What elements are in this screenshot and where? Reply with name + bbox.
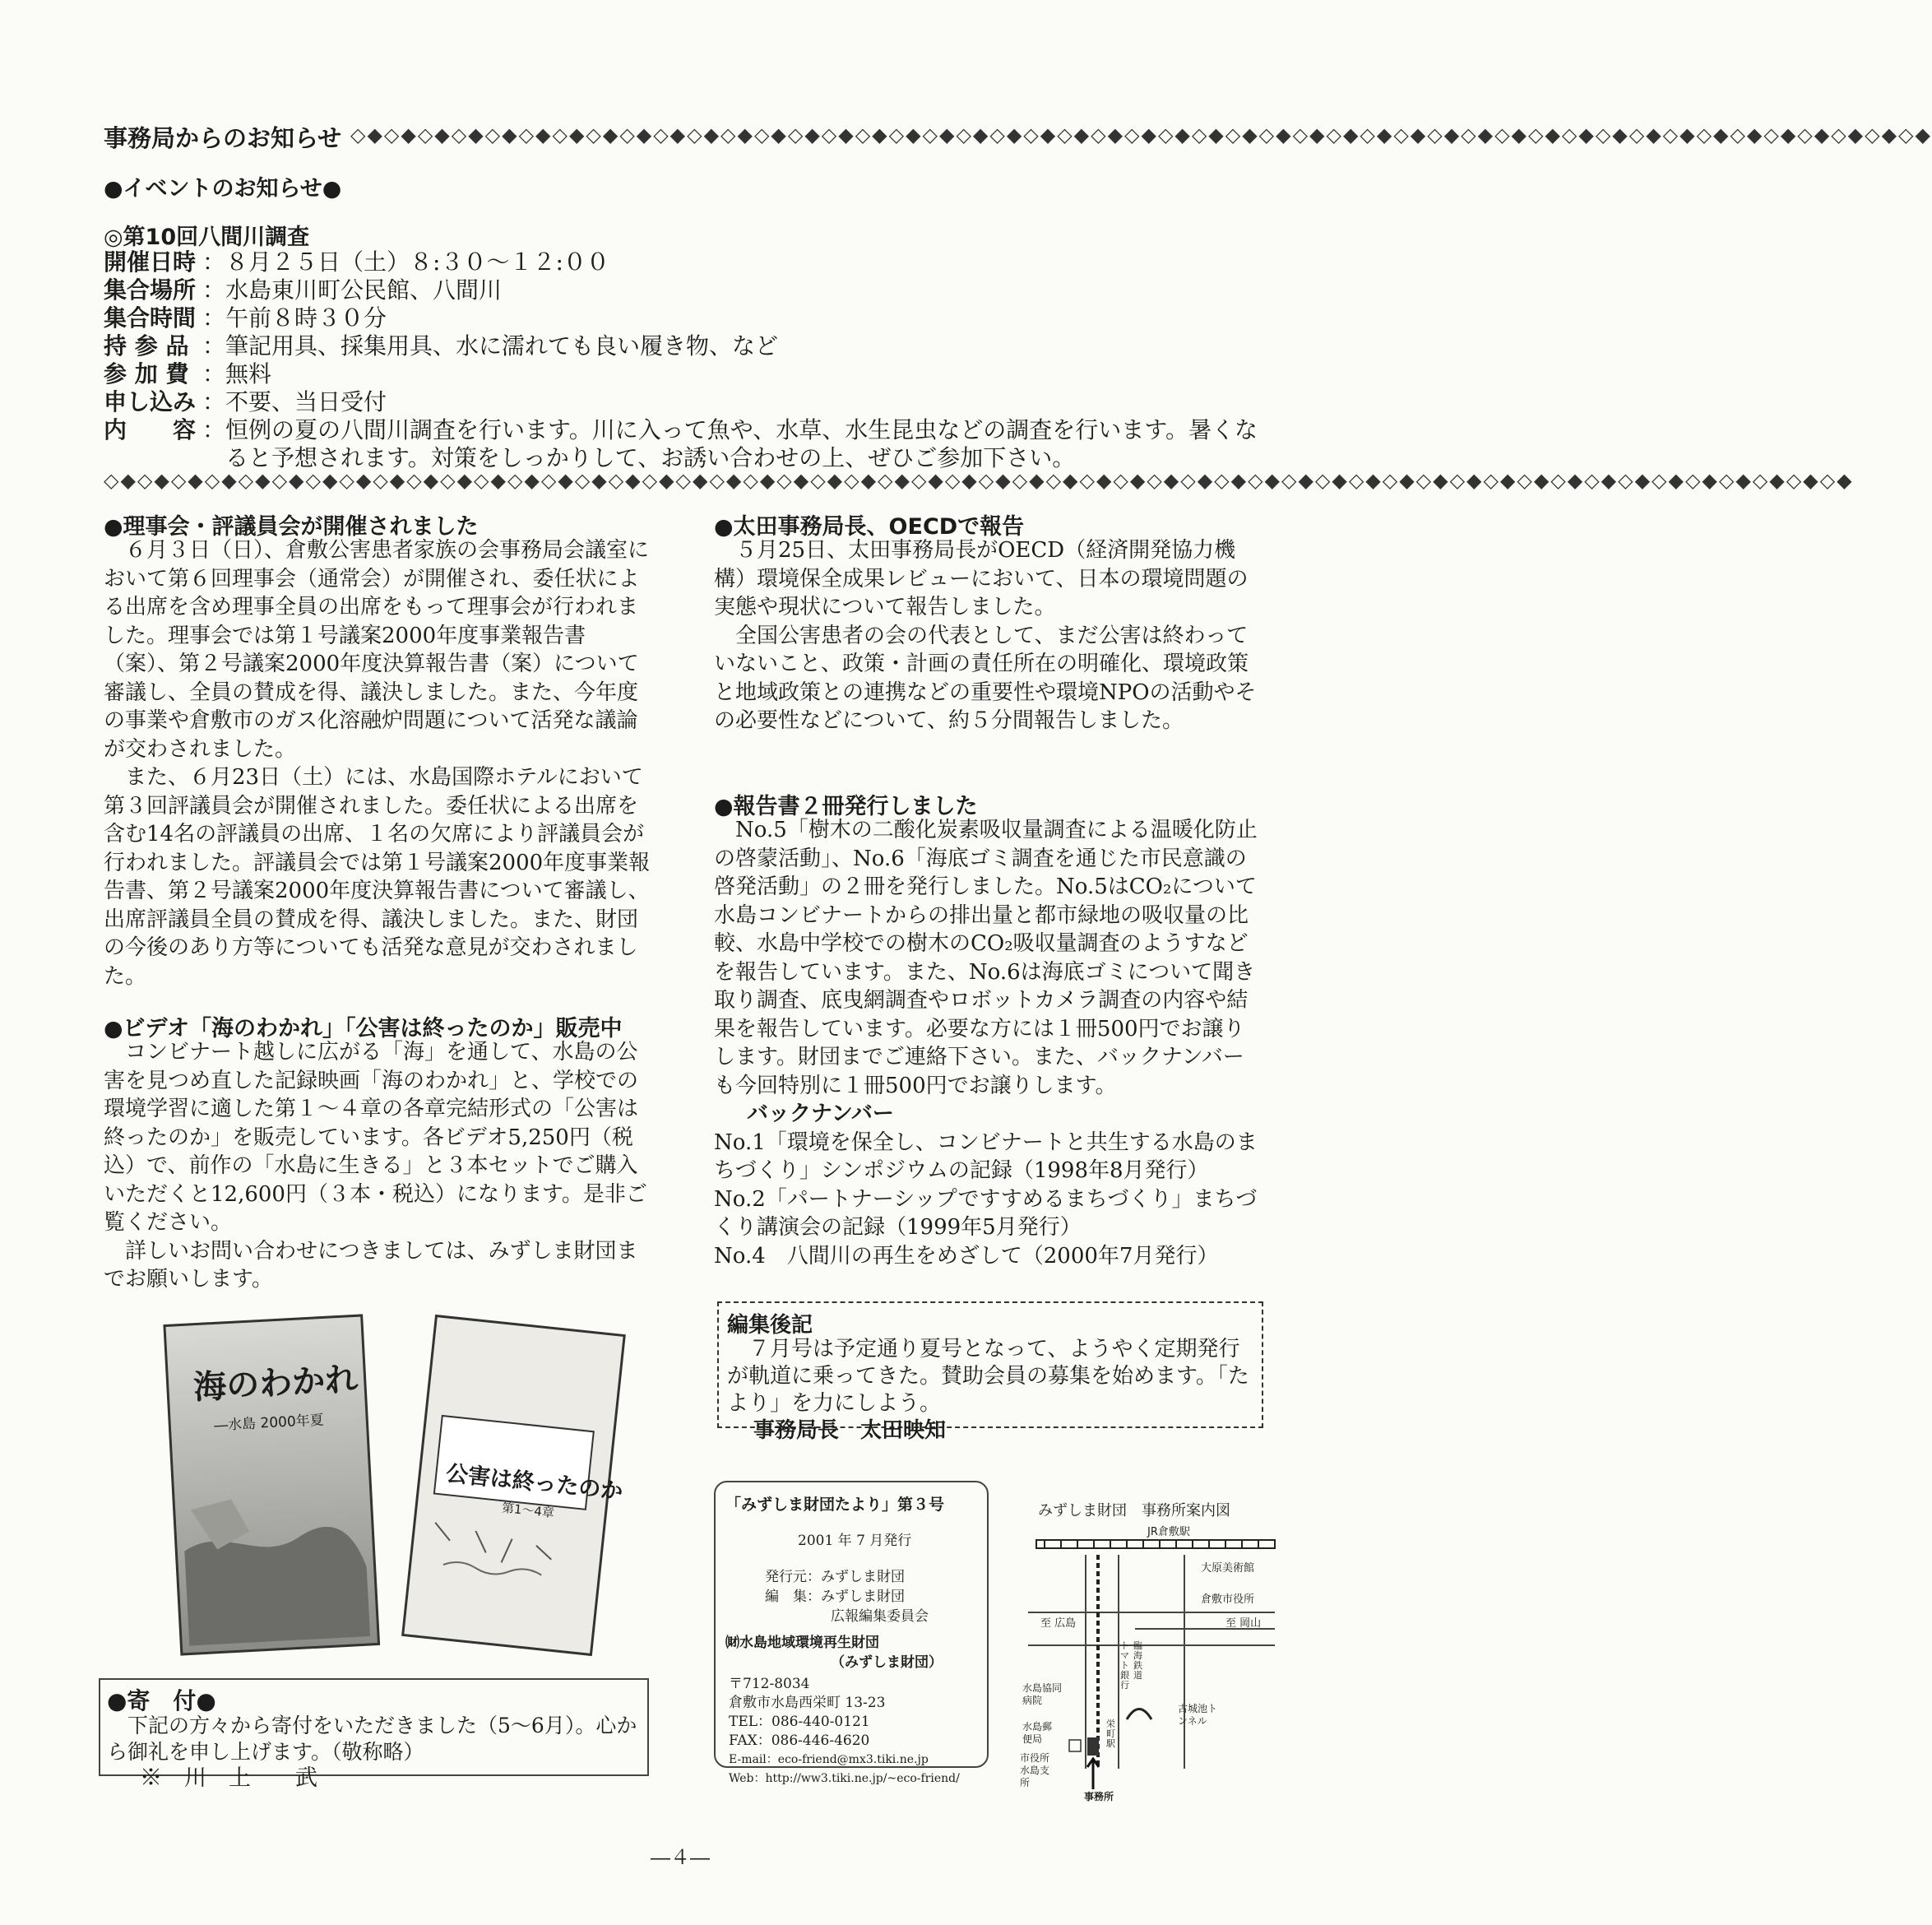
fax: FAX：086-446-4620 (729, 1732, 870, 1749)
email: E-mail：eco-friend@mx3.tiki.ne.jp (729, 1753, 929, 1766)
reports-body (714, 816, 1263, 1270)
header-diamond-rule: ◇◆◇◆◇◆◇◆◇◆◇◆◇◆◇◆◇◆◇◆◇◆◇◆◇◆◇◆◇◆◇◆◇◆◇◆◇◆◇◆◇◆◇◆◇◆◇◆◇◆◇◆◇◆◇◆◇◆◇◆◇◆◇◆◇◆◇◆◇◆◇◆◇◆◇◆◇◆◇◆◇◆◇◆◇◆◇◆◇◆◇◆◇◆ (350, 123, 1932, 146)
postal-code: 〒712-8034 (729, 1676, 810, 1692)
website: Web：http://ww3.tiki.ne.jp/~eco-friend/ (729, 1772, 960, 1785)
editor-note-title: 編集後記 (727, 1313, 813, 1338)
map-label-ohara: 大原美術館 (1201, 1562, 1255, 1575)
oecd-body (714, 536, 1263, 735)
colophon-title: 「みずしま財団たより」第３号 (725, 1496, 945, 1514)
map-label-okayama: 至 岡山 (1225, 1617, 1262, 1630)
board-meeting-title: ●理事会・評議員会が開催されました (104, 514, 479, 540)
cover1-title: 海のわかれ (192, 1360, 359, 1408)
colophon-publisher: 発行元：みずしま財団 (765, 1569, 905, 1585)
oecd-paragraph: 全国公害患者の会の代表として、まだ公害は終わっていないこと、政策・計画の責任所在の明確化、環境政策と地域政策との連携などの重要性や環境NPOの活動やその必要性などについて、約５分間報告しました。 (714, 623, 1257, 733)
colophon-organization: ㈶水島地域環境再生財団 (725, 1635, 879, 1651)
event-row-date: 開催日時 ： ８月２５日（土）８:３０〜１２:００ (104, 248, 609, 276)
donation-text: 下記の方々から寄付をいただきました（5〜6月）。心から御礼を申し上げます。（敬称略） (107, 1714, 637, 1764)
event-row-items: 持 参 品 ： 筆記用具、採集用具、水に濡れても良い履き物、など (104, 332, 779, 359)
editor-note-signature: 事務局長 太田映知 (753, 1418, 947, 1443)
donation-title: ●寄 付● (107, 1687, 216, 1714)
map-label-hiroshima: 至 広島 (1040, 1617, 1077, 1630)
donation-name: ※ 川 上 武 (140, 1765, 317, 1791)
colophon-editor: 編 集：みずしま財団 (765, 1589, 905, 1605)
backnumber-item: No.2「パートナーシップですすめるまちづくり」まちづくり講演会の記録（1999年5月発行） (714, 1186, 1258, 1240)
video-title: ●ビデオ「海のわかれ」「公害は終ったのか」販売中 (104, 1016, 623, 1041)
event-details (104, 248, 1272, 472)
backnumber-item: No.4 八間川の再生をめざして（2000年7月発行） (714, 1243, 1219, 1269)
page-number: ―４― (651, 1846, 710, 1869)
video-paragraph: コンビナート越しに広がる「海」を通して、水島の公害を見つめ直した記録映画「海のわかれ」と、学校での環境学習に適した第１〜４章の各章完結形式の「公害は終ったのか」を販売しています。各ビデオ5,250円（税込）で、前作の「水島に生きる」と３本セットでご購入いただくと12,600円（３本・税込）になります。是非ご覧ください。 (104, 1040, 647, 1235)
colophon-contact (729, 1675, 960, 1788)
map-label-post-office: 水島郵便局 (1022, 1721, 1053, 1745)
map-label-office: 事務所 (1084, 1791, 1114, 1802)
post-office-marker (1069, 1740, 1081, 1751)
backnumber-item: No.1「環境を保全し、コンビナートと共生する水島のまちづくり」シンポジウムの記録（1998年8月発行） (714, 1129, 1258, 1183)
backnumber-label: バックナンバー (747, 1102, 894, 1126)
event-row-time: 集合時間 ： 午前８時３０分 (104, 304, 387, 332)
event-section-title: ●イベントのお知らせ● (104, 176, 342, 202)
map-label-jr: JR倉敷駅 (1147, 1526, 1190, 1538)
event-row-place: 集合場所 ： 水島東川町公民館、八間川 (104, 276, 503, 304)
address: 倉敷市水島西栄町 13-23 (729, 1695, 886, 1711)
section-divider: ◇◆◇◆◇◆◇◆◇◆◇◆◇◆◇◆◇◆◇◆◇◆◇◆◇◆◇◆◇◆◇◆◇◆◇◆◇◆◇◆◇◆◇◆◇◆◇◆◇◆◇◆◇◆◇◆◇◆◇◆◇◆◇◆◇◆◇◆◇◆◇◆◇◆◇◆◇◆◇◆◇◆◇◆◇◆◇◆◇◆◇◆◇◆◇◆◇◆◇◆◇◆◇◆ (104, 469, 1854, 492)
video-body (104, 1038, 651, 1294)
tunnel-icon (1127, 1709, 1151, 1720)
jr-railway-line (1036, 1540, 1275, 1548)
map-label-tomato-bank: トマト銀行 (1120, 1640, 1129, 1691)
map-label-city-branch: 市役所水島支所 (1020, 1752, 1050, 1788)
colophon-editor-committee: 広報編集委員会 (831, 1608, 929, 1625)
cover2-subtitle: 第1〜4章 (501, 1500, 555, 1521)
colophon-organization-alias: （みずしま財団） (831, 1654, 943, 1671)
map-label-sakae-station: 栄町駅 (1106, 1719, 1115, 1749)
cover1-subtitle: ―水島 2000年夏 (213, 1412, 325, 1435)
oecd-paragraph: ５月25日、太田事務局長がOECD（経済開発協力機構）環境保全成果レビューにおいて、日本の環境問題の実態や現状について報告しました。 (714, 538, 1249, 619)
map-label-hospital: 水島協同病院 (1022, 1682, 1063, 1706)
event-row-content: 内 容 ： 恒例の夏の八間川調査を行います。川に入って魚や、水草、水生昆虫などの調査を行います。暑くなると予想されます。対策をしっかりして、お誘い合わせの上、ぜひご参加下さい。 (104, 416, 1258, 471)
editor-note-text: ７月号は予定通り夏号となって、ようやく定期発行が軌道に乗ってきた。賛助会員の募集を始めます。「たより」を力にしよう。 (727, 1337, 1249, 1416)
editor-note-body (727, 1336, 1253, 1445)
donation-body (107, 1713, 640, 1792)
office-marker (1087, 1737, 1099, 1756)
board-meeting-paragraph: ６月３日（日）、倉敷公害患者家族の会事務局会議室において第６回理事会（通常会）が開催され、委任状による出席を含め理事全員の出席をもって理事会が行われました。理事会では第１号議案2000年度事業報告書（案）、第２号議案2000年度決算報告書（案）について審議し、全員の賛成を得、議決しました。また、今年度の事業や倉敷市のガス化溶融炉問題について活発な議論が交わされました。 (104, 538, 650, 762)
video-paragraph: 詳しいお問い合わせにつきましては、みずしま財団までお願いします。 (104, 1238, 638, 1292)
map-label-rinkai: 臨海鉄道 (1133, 1640, 1142, 1681)
board-meeting-paragraph: また、６月23日（土）には、水島国際ホテルにおいて第３回評議員会が開催されました。委任状による出席を含む14名の評議員の出席、１名の欠席により評議員会が行われました。評議員会では第１号議案2000年度事業報告書、第２号議案2000年度決算報告書について審議し、出席評議員全員の賛成を得、議決しました。また、財団の今後のあり方等についても活発な意見が交わされました。 (104, 765, 651, 989)
reports-paragraph: No.5「樹木の二酸化炭素吸収量調査による温暖化防止の啓蒙活動」、No.6「海底ゴミ調査を通じた市民意識の啓発活動」の２冊を発行しました。No.5はCO₂について水島コンビナートからの排出量と都市緑地の吸収量の比較、水島中学校での樹木のCO₂吸収量調査のようすなどを報告しています。また、No.6は海底ゴミについて聞き取り調査、底曳網調査やロボットカメラ調査の内容や結果を報告しています。必要な方には１冊500円でお譲りします。財団までご連絡下さい。また、バックナンバーも今回特別に１冊500円でお譲りします。 (714, 818, 1258, 1098)
telephone: TEL：086-440-0121 (729, 1714, 870, 1730)
map-label-tunnel: 古城池トンネル (1178, 1703, 1218, 1727)
map-label-cityhall: 倉敷市役所 (1201, 1593, 1255, 1606)
oecd-title: ●太田事務局長、OECDで報告 (714, 514, 1025, 540)
map-title: みずしま財団 事務所案内図 (1038, 1502, 1230, 1519)
map-streets (1028, 1555, 1275, 1769)
event-row-apply: 申し込み ： 不要、当日受付 (104, 388, 387, 415)
colophon-date: 2001 年 7 月発行 (798, 1533, 912, 1549)
reports-title: ●報告書２冊発行しました (714, 794, 978, 819)
cover2-title: 公害は終ったのか (444, 1460, 624, 1505)
page-header-title: 事務局からのお知らせ (104, 124, 342, 152)
event-row-fee: 参 加 費 ： 無料 (104, 360, 272, 387)
office-arrow-icon (1087, 1759, 1099, 1789)
event-title: ◎第10回八間川調査 (104, 225, 310, 250)
video-covers-photo (156, 1300, 642, 1662)
board-meeting-body (104, 536, 651, 990)
